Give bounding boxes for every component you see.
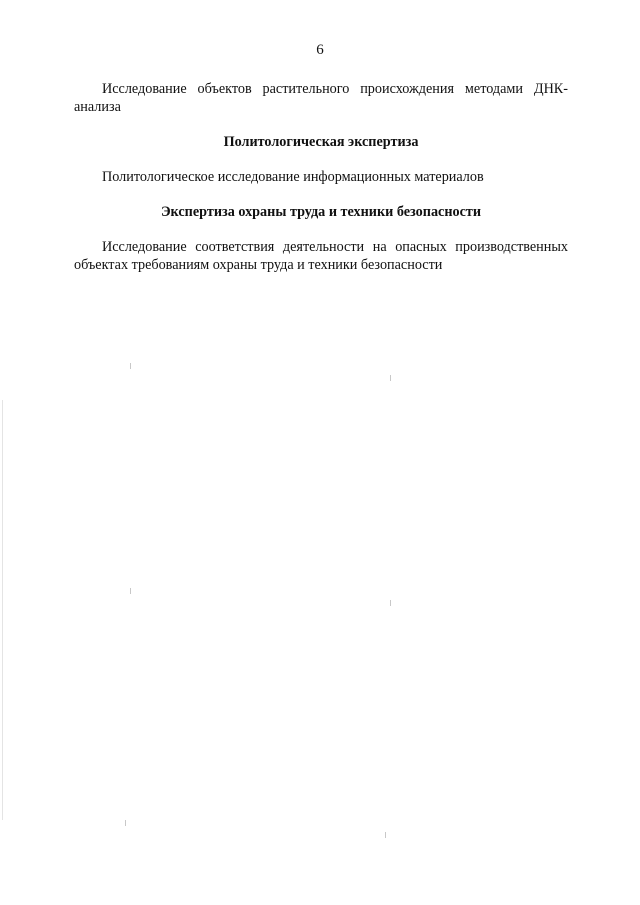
heading-labor-safety-expertise: Экспертиза охраны труда и техники безопасности (160, 204, 482, 220)
scan-speck (125, 820, 126, 826)
scan-speck (390, 600, 391, 606)
scan-speck (390, 375, 391, 381)
heading-political-expertise: Политологическая экспертиза (223, 134, 419, 150)
scan-speck (385, 832, 386, 838)
document-body (74, 80, 568, 274)
scan-edge-line (2, 400, 3, 820)
paragraph-labor-safety-research: Исследование соответствия деятельности на опасных производственных объектах требованиям охраны труда и техники безопасности (74, 239, 568, 273)
paragraph-dna-analysis: Исследование объектов растительного происхождения методами ДНК-анализа (74, 81, 568, 115)
scan-speck (130, 363, 131, 369)
scan-speck (130, 588, 131, 594)
paragraph-political-research: Политологическое исследование информационных материалов (102, 169, 484, 185)
page-number: 6 (316, 42, 324, 58)
